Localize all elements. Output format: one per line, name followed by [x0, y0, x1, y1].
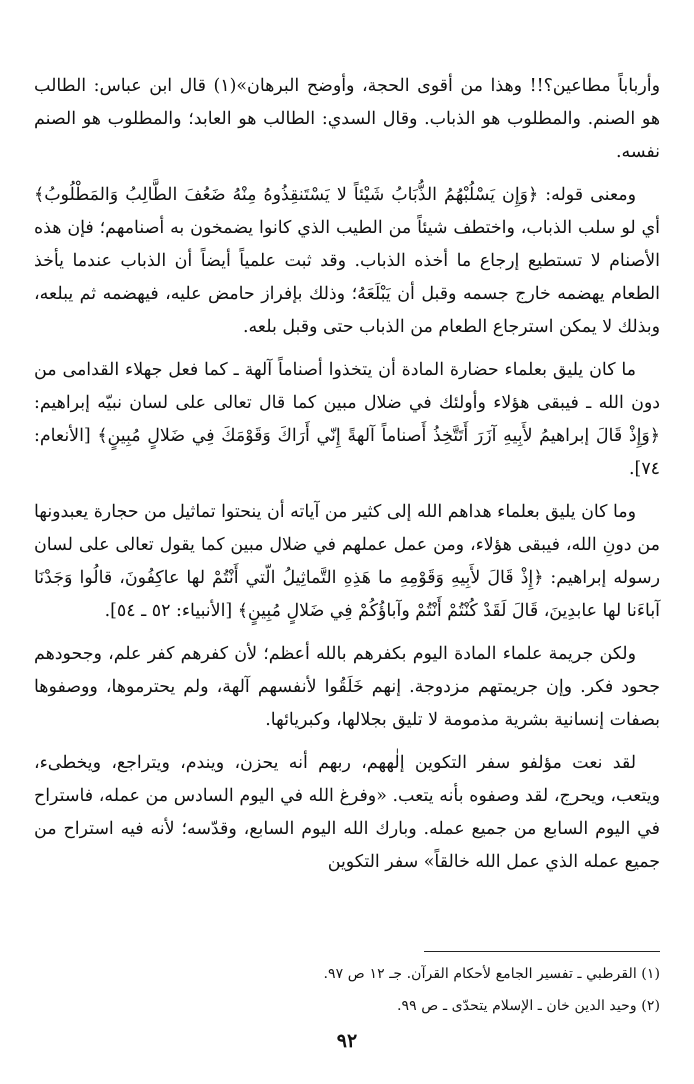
paragraph-6: لقد نعت مؤلفو سفر التكوين إلٰههم، ربهم أنه يحزن، ويندم، ويتراجع، ويخطىء، ويتعب، ويحرج، لقد وصفوه بأنه يتعب. «وفرغ الله في اليوم السادس من عمله، فاستراح في اليوم السابع من جميع عمله. وبارك الله اليوم السابع، وقدّسه؛ لأنه فيه استراح من جميع عمله الذي عمل الله خالقاً» سفر التكوين — [34, 753, 660, 872]
footnote-divider — [424, 951, 660, 952]
body-text — [34, 70, 660, 889]
paragraph-4: وما كان يليق بعلماء هداهم الله إلى كثير من آياته أن ينحتوا تماثيل من حجارة يعبدونها من دونِ الله، فيبقى هؤلاء، ومن عمل عملهم في ضلال مبين كما يقول تعالى على لسان رسوله إبراهيم: ﴿إِذْ قَالَ لأَبِيهِ وَقَوْمِهِ ما هَذِهِ التَّماثِيلُ الّتي أَنْتُمْ لها عاكِفُونَ، قالُوا وَجَدْنَا آباءَنا لها عابدِينَ، قَالَ لَقَدْ كُنْتُمْ أَنْتُمْ وآباؤُكُمْ فِي ضَلالٍ مُبِينٍ﴾ [الأنبياء: ٥٢ ـ ٥٤]. — [34, 502, 660, 621]
footnote-2: (٢) وحيد الدين خان ـ الإسلام يتحدّى ـ ص ٩٩. — [397, 998, 660, 1014]
paragraph-2: ومعنى قوله: ﴿وَإِن يَسْلُبْهُمُ الذُّبَابُ شَيْئاً لا يَسْتَنقِذُوهُ مِنْهُ ضَعُفَ الطَّالِبُ وَالمَطْلُوبُ﴾ أي لو سلب الذباب، واختطف شيئاً من الطيب الذي كانوا يضمخون به أصنامهم؛ فإن هذه الأصنام لا تستطيع إرجاع ما أخذه الذباب. وقد ثبت علمياً أيضاً أن الذباب عندما يأخذ الطعام يهضمه خارج جسمه وقبل أن يَبْلَعَهُ؛ وذلك بإفراز حامض عليه، فيهضمه ثم يبلعه، وبذلك لا يمكن استرجاع الطعام من الذباب حتى وقبل بلعه. — [34, 185, 660, 337]
paragraph-3: ما كان يليق بعلماء حضارة المادة أن يتخذوا أصناماً آلهة ـ كما فعل جهلاء القدامى من دون الله ـ فيبقى هؤلاء وأولئك في ضلال مبين كما قال تعالى على لسان نبيّه إبراهيم: ﴿وَإِذْ قَالَ إبراهيمُ لأَبِيهِ آزَرَ أَتَتَّخِذُ أَصناماً آلهةً إِنّي أَرَاكَ وَقَوْمَكَ فِي ضَلالٍ مُبِينٍ﴾ [الأنعام: ٧٤]. — [34, 360, 660, 479]
page-number: ٩٢ — [336, 1030, 358, 1052]
paragraph-1: وأرباباً مطاعين؟!! وهذا من أقوى الحجة، وأوضح البرهان»(١) قال ابن عباس: الطالب هو الصنم. والمطلوب هو الذباب. وقال السدي: الطالب هو العابد؛ والمطلوب هو الصنم نفسه. — [34, 76, 661, 162]
footnotes — [34, 958, 660, 1022]
footnote-1: (١) القرطبي ـ تفسير الجامع لأحكام القرآن. جـ ١٢ ص ٩٧. — [323, 966, 660, 982]
paragraph-5: ولكن جريمة علماء المادة اليوم بكفرهم بالله أعظم؛ لأن كفرهم كفر علم، وجحودهم جحود فكر. وإن جريمتهم مزدوجة. إنهم خَلَقُوا لأنفسهم آلهة، ولم يحترموها، ووصفوها بصفات إنسانية بشرية مذمومة لا تليق بجلالها، وكبريائها. — [34, 644, 660, 730]
